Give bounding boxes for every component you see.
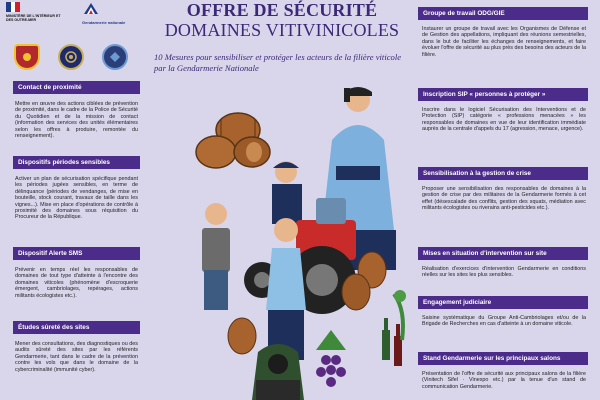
section-body: Prévenir en temps réel les responsables de domaines de tout type d'atteinte à l'encontre des domaines viticoles (phénomène d'escroquerie émergent, cambriolages, repérages, actions militants écologistes etc.).: [15, 267, 138, 299]
gendarmerie-logo: [82, 2, 142, 26]
section-title: Inscription SIP « personnes à protéger »: [418, 88, 588, 101]
section-groupe-travail: [418, 7, 600, 58]
section-body: Mener des consultations, des diagnostiques ou des audits sûreté des sites par les référents Gendarmerie, tant dans le cadre de la prévention contre les vols que dans le domaine de la cybercriminalité (immunité cyber).: [15, 341, 138, 373]
section-title: Contact de proximité: [13, 81, 140, 94]
section-title: Mises en situation d'intervention sur site: [418, 247, 588, 260]
gendarmerie-text: Gendarmerie nationale: [82, 20, 126, 25]
gendarmerie-seal-icon: [58, 44, 84, 70]
poster-subtitle: 10 Mesures pour sensibiliser et protéger les acteurs de la filière viticole par la Gendarmerie Nationale: [154, 52, 402, 73]
center-column: [146, 0, 418, 400]
section-periodes-sensibles: [0, 156, 146, 221]
section-body: Réalisation d'exercices d'intervention Gendarmerie en conditions réelles sur les sites les plus sensibles.: [422, 266, 586, 279]
unit-badge-icon: [102, 44, 128, 70]
section-body: Proposer une sensibilisation des responsables de domaines à la gestion de crise par des militaires de la Gendarmerie formés à cet effet (désescalade des conflits, gestion des squats, médiation avec militants écologistes ou riverains anti-pesticides etc.).: [422, 186, 586, 212]
region-shield-icon: [14, 44, 40, 70]
hooded-thief-icon: [252, 344, 304, 400]
logos-area: [0, 0, 146, 76]
section-contact-proximite: [0, 81, 146, 139]
republique-logo: [6, 2, 66, 22]
emblems-row: [14, 44, 128, 70]
wine-barrels-icon: [196, 113, 270, 168]
section-body: Activer un plan de sécurisation spécifique pendant les périodes jugées sensibles, en terme de délinquance (périodes de vendanges, de mise en bouteille, stock courant, travaux de taille dans les vignes...). Mise en place d'opérations de contrôle à proximité des domaines sous réquisition du Procureur de la République.: [15, 176, 138, 221]
section-title: Dispositifs périodes sensibles: [13, 156, 140, 169]
section-engagement-judiciaire: [418, 296, 600, 328]
vineyard-gendarmerie-illustration: [146, 80, 418, 400]
gendarme-soldier-icon: [272, 161, 302, 224]
section-mises-situation: [418, 247, 600, 279]
section-body: Présentation de l'offre de sécurité aux principaux salons de la filière (Vinitech Sifel · Vinexpo etc.) par la tenue d'un stand de communication Gendarmerie.: [422, 371, 586, 390]
left-column: [0, 0, 146, 400]
section-gestion-crise: [418, 167, 600, 212]
section-body: Instaurer un groupe de travail avec les Organismes de Défense et de Gestion des appellations, impliquant des réunions semestrielles, dans le but de faciliter les échanges de renseignements, et faire évoluer l'offre de sécurité au plus près des besoins des acteurs de la filière.: [422, 26, 586, 58]
poster-title-line2: DOMAINES VITIVINICOLES: [164, 20, 400, 40]
section-title: Études sûreté des sites: [13, 321, 140, 334]
republique-text: MINISTÈRE DE L'INTÉRIEUR ET DES OUTRE-MER: [6, 14, 61, 23]
farmer-icon: [202, 203, 230, 310]
section-etudes-surete: [0, 321, 146, 373]
grapes-icon: [316, 330, 346, 387]
poster-title-line1: OFFRE DE SÉCURITÉ: [186, 0, 378, 20]
section-alerte-sms: [0, 247, 146, 299]
section-title: Stand Gendarmerie sur les principaux salons: [418, 352, 588, 365]
wine-bottles-icon: [382, 318, 402, 366]
section-inscription-sip: [418, 88, 600, 133]
section-title: Dispositif Alerte SMS: [13, 247, 140, 260]
section-body: Saisine systématique du Groupe Anti-Cambriolages et/ou de la Brigade de Recherches en cas d'atteinte à un domaine viticole.: [422, 315, 586, 328]
section-body: Inscrire dans le logiciel Sécurisation des Interventions et de Protection (SIP) catégorie « professions menacées » les responsables de domaines en vue de leur identification immédiate auprès de la centrale d'appels du 17 (agression, menace, urgence).: [422, 107, 586, 133]
gendarmerie-flame-icon: [82, 2, 100, 16]
barrel-bottom-icon: [228, 318, 256, 354]
section-title: Sensibilisation à la gestion de crise: [418, 167, 588, 180]
french-flag-icon: [6, 2, 20, 12]
section-stand-salons: [418, 352, 600, 390]
section-title: Groupe de travail ODG/GIE: [418, 7, 588, 20]
section-body: Mettre en œuvre des actions ciblées de prévention de proximité, dans le cadre de la Police de Sécurité du Quotidien et de la mission de contact (information des services des unités élémentaires selon les offres à produire, remontée du renseignement).: [15, 101, 138, 140]
right-column: [418, 0, 600, 400]
section-title: Engagement judiciaire: [418, 296, 588, 309]
